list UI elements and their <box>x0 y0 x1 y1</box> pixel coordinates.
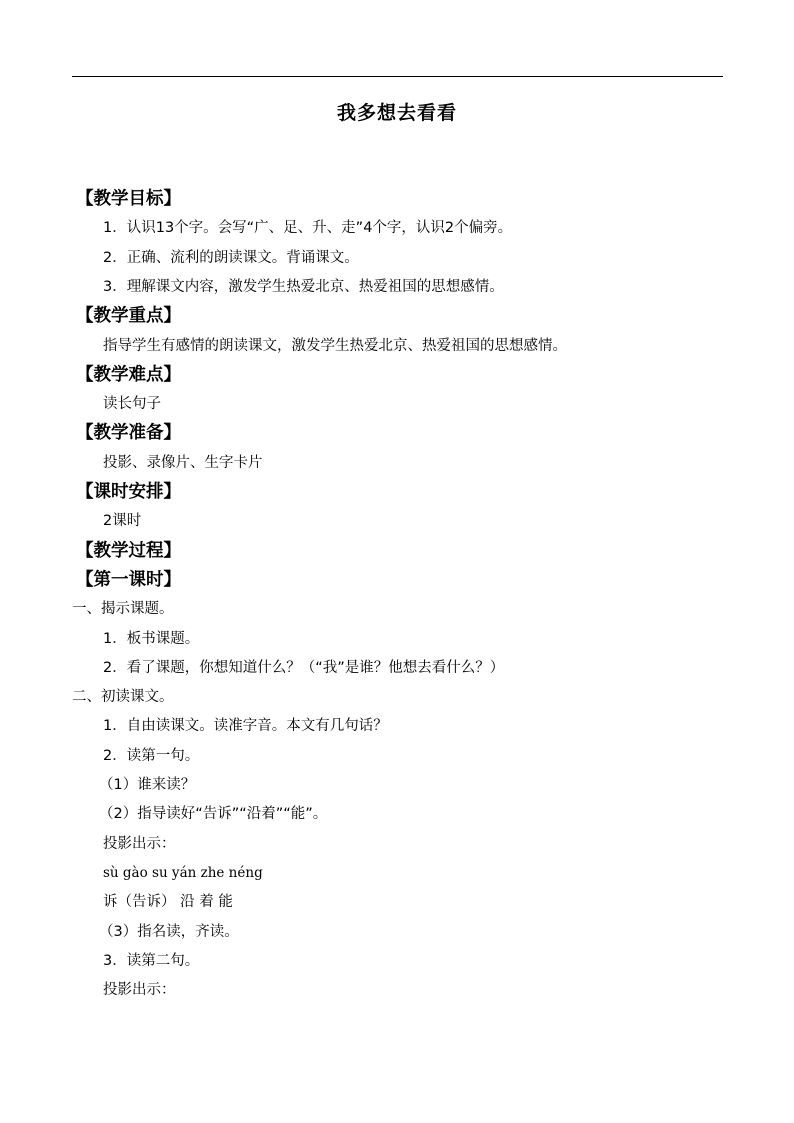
step-1-item-1: 1．板书课题。 <box>103 631 200 647</box>
section-heading-preparation: 【教学准备】 <box>76 423 181 443</box>
step-2-subitem-3: （3）指名读，齐读。 <box>99 924 239 940</box>
vocabulary-line: 诉（告诉） 沿 着 能 <box>103 894 233 910</box>
step-2-subitem-1: （1）谁来读？ <box>99 777 196 793</box>
document-title: 我多想去看看 <box>336 102 457 124</box>
step-2-subitem-2: （2）指导读好“告诉”“沿着”“能”。 <box>99 806 328 822</box>
schedule-text: 2课时 <box>103 513 142 529</box>
section-heading-difficulties: 【教学难点】 <box>76 365 181 385</box>
section-heading-objectives: 【教学目标】 <box>76 189 181 209</box>
key-point-text: 指导学生有感情的朗读课文，激发学生热爱北京、热爱祖国的思想感情。 <box>103 338 567 354</box>
section-heading-schedule: 【课时安排】 <box>76 482 181 502</box>
preparation-text: 投影、录像片、生字卡片 <box>103 455 263 471</box>
step-heading-1: 一、揭示课题。 <box>72 601 174 617</box>
step-1-item-2: 2．看了课题，你想知道什么？（“我”是谁？他想去看什么？） <box>103 660 505 676</box>
step-2-item-1: 1．自由读课文。读准字音。本文有几句话？ <box>103 718 388 734</box>
projection-label-1: 投影出示： <box>103 836 176 852</box>
objective-item-1: 1．认识13个字。会写“广、足、升、走”4个字，认识2个偏旁。 <box>103 220 513 236</box>
pinyin-line: sù gào su yán zhe néng <box>103 865 263 881</box>
objective-item-2: 2．正确、流利的朗读课文。背诵课文。 <box>103 250 359 266</box>
projection-label-2: 投影出示： <box>103 982 176 998</box>
objective-item-3: 3．理解课文内容，激发学生热爱北京、热爱祖国的思想感情。 <box>103 279 504 295</box>
header-rule <box>72 76 723 77</box>
step-2-item-3: 3．读第二句。 <box>103 953 200 969</box>
step-2-item-2: 2．读第一句。 <box>103 748 200 764</box>
section-heading-first-lesson: 【第一课时】 <box>76 570 181 590</box>
step-heading-2: 二、初读课文。 <box>72 689 174 705</box>
section-heading-key-points: 【教学重点】 <box>76 306 181 326</box>
section-heading-process: 【教学过程】 <box>76 541 181 561</box>
difficulty-text: 读长句子 <box>103 396 161 412</box>
